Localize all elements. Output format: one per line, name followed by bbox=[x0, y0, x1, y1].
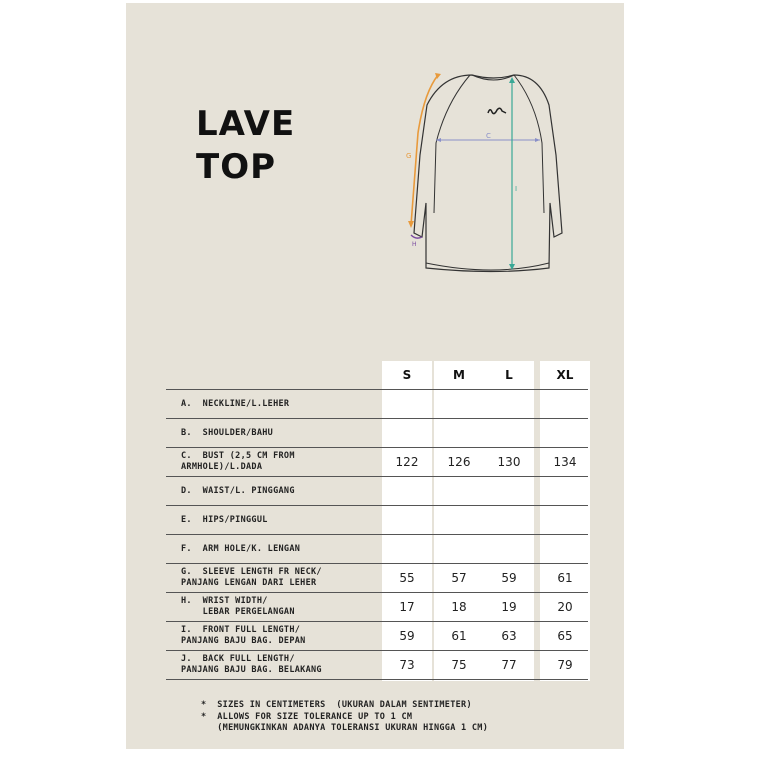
measurement-value bbox=[382, 535, 432, 563]
measurement-label bbox=[181, 593, 381, 621]
measurement-label bbox=[181, 390, 381, 418]
measurement-label bbox=[181, 564, 381, 592]
table-row bbox=[166, 563, 588, 592]
measurement-value: 126 bbox=[447, 455, 471, 469]
measurement-value bbox=[540, 419, 590, 447]
measurement-label-line: A. NECKLINE/L.LEHER bbox=[181, 398, 290, 409]
measurement-value bbox=[484, 390, 534, 418]
measurement-label bbox=[181, 419, 381, 447]
measurement-label-line: I. FRONT FULL LENGTH/ bbox=[181, 625, 301, 635]
product-title bbox=[196, 103, 295, 189]
measurement-value bbox=[382, 506, 432, 534]
measurement-value bbox=[484, 506, 534, 534]
size-header: M bbox=[453, 368, 465, 382]
measurement-value: 59 bbox=[399, 629, 415, 643]
measurement-value bbox=[540, 535, 590, 563]
measurement-value: 61 bbox=[451, 629, 467, 643]
table-row bbox=[166, 389, 588, 418]
table-row bbox=[166, 476, 588, 505]
table-row bbox=[166, 592, 588, 621]
logo-squiggle bbox=[488, 108, 506, 113]
hem-curve bbox=[426, 263, 549, 270]
measurement-value bbox=[434, 419, 484, 447]
table-row bbox=[166, 534, 588, 563]
measurement-label bbox=[181, 651, 381, 679]
measurement-value: 61 bbox=[557, 571, 573, 585]
measurement-value: 57 bbox=[451, 571, 467, 585]
table-row bbox=[166, 621, 588, 650]
garment-diagram bbox=[406, 63, 581, 288]
measurement-value: 77 bbox=[501, 658, 517, 672]
label-i: I bbox=[515, 185, 518, 193]
label-h: H bbox=[412, 241, 417, 248]
footnote-line: * ALLOWS FOR SIZE TOLERANCE UP TO 1 CM bbox=[201, 711, 413, 722]
label-c: C bbox=[486, 132, 491, 140]
measurement-label-line: F. ARM HOLE/K. LENGAN bbox=[181, 543, 301, 554]
measurement-value bbox=[540, 506, 590, 534]
raglan-seam-left bbox=[434, 75, 470, 213]
measurement-value bbox=[434, 390, 484, 418]
measurement-value bbox=[540, 390, 590, 418]
garment-outline bbox=[414, 75, 562, 272]
measurement-value: 65 bbox=[557, 629, 573, 643]
measurement-value: 134 bbox=[553, 455, 577, 469]
measurement-value bbox=[434, 506, 484, 534]
measurement-value bbox=[382, 390, 432, 418]
table-bottom-border bbox=[166, 679, 588, 680]
measurement-value bbox=[382, 419, 432, 447]
measurement-value: 73 bbox=[399, 658, 415, 672]
measurement-value bbox=[484, 477, 534, 505]
measurement-value: 55 bbox=[399, 571, 415, 585]
measurement-value: 20 bbox=[557, 600, 573, 614]
raglan-seam-right bbox=[514, 75, 544, 213]
measurement-label-line: H. WRIST WIDTH/ bbox=[181, 596, 268, 606]
measurement-label bbox=[181, 477, 381, 505]
measurement-value: 17 bbox=[399, 600, 415, 614]
measurement-label-line: C. BUST (2,5 CM FROM bbox=[181, 451, 295, 461]
size-chart-card bbox=[126, 3, 624, 749]
measurement-label bbox=[181, 506, 381, 534]
measurement-value: 59 bbox=[501, 571, 517, 585]
measurement-label-line: PANJANG BAJU BAG. BELAKANG bbox=[181, 665, 322, 675]
footnote-line: (MEMUNGKINKAN ADANYA TOLERANSI UKURAN HINGGA 1 CM) bbox=[201, 723, 489, 733]
measurement-label bbox=[181, 448, 381, 476]
size-header: L bbox=[505, 368, 513, 382]
measurement-value: 79 bbox=[557, 658, 573, 672]
table-row bbox=[166, 447, 588, 476]
size-header: S bbox=[402, 368, 412, 382]
label-g: G bbox=[406, 152, 412, 160]
measurement-label-line: ARMHOLE)/L.DADA bbox=[181, 462, 263, 472]
measurement-label-line: PANJANG LENGAN DARI LEHER bbox=[181, 578, 317, 588]
measurement-value bbox=[540, 477, 590, 505]
measurement-label-line: PANJANG BAJU BAG. DEPAN bbox=[181, 636, 306, 646]
measurement-value bbox=[382, 477, 432, 505]
size-header: XL bbox=[556, 368, 574, 382]
measurement-value bbox=[484, 535, 534, 563]
measurement-value: 122 bbox=[395, 455, 419, 469]
measurement-label-line: D. WAIST/L. PINGGANG bbox=[181, 485, 295, 496]
measurement-value: 18 bbox=[451, 600, 467, 614]
table-row bbox=[166, 505, 588, 534]
measurement-value: 75 bbox=[451, 658, 467, 672]
measurement-label-line: LEBAR PERGELANGAN bbox=[181, 607, 295, 617]
measurement-value bbox=[434, 477, 484, 505]
measurement-label-line: G. SLEEVE LENGTH FR NECK/ bbox=[181, 567, 322, 577]
footnote-line: * SIZES IN CENTIMETERS (UKURAN DALAM SENTIMETER) bbox=[201, 700, 472, 710]
title-line-2: TOP bbox=[196, 147, 277, 187]
measurement-label-line: E. HIPS/PINGGUL bbox=[181, 514, 268, 525]
measurement-label bbox=[181, 622, 381, 650]
measurement-value bbox=[484, 419, 534, 447]
measurement-label bbox=[181, 535, 381, 563]
title-line-1: LAVE bbox=[196, 104, 296, 144]
measurement-value bbox=[434, 535, 484, 563]
measurement-value: 63 bbox=[501, 629, 517, 643]
table-row bbox=[166, 650, 588, 679]
measurement-value: 130 bbox=[497, 455, 521, 469]
measurement-label-line: B. SHOULDER/BAHU bbox=[181, 427, 274, 438]
footnotes bbox=[201, 700, 488, 735]
measurement-value: 19 bbox=[501, 600, 517, 614]
measurement-label-line: J. BACK FULL LENGTH/ bbox=[181, 654, 295, 664]
table-row bbox=[166, 418, 588, 447]
